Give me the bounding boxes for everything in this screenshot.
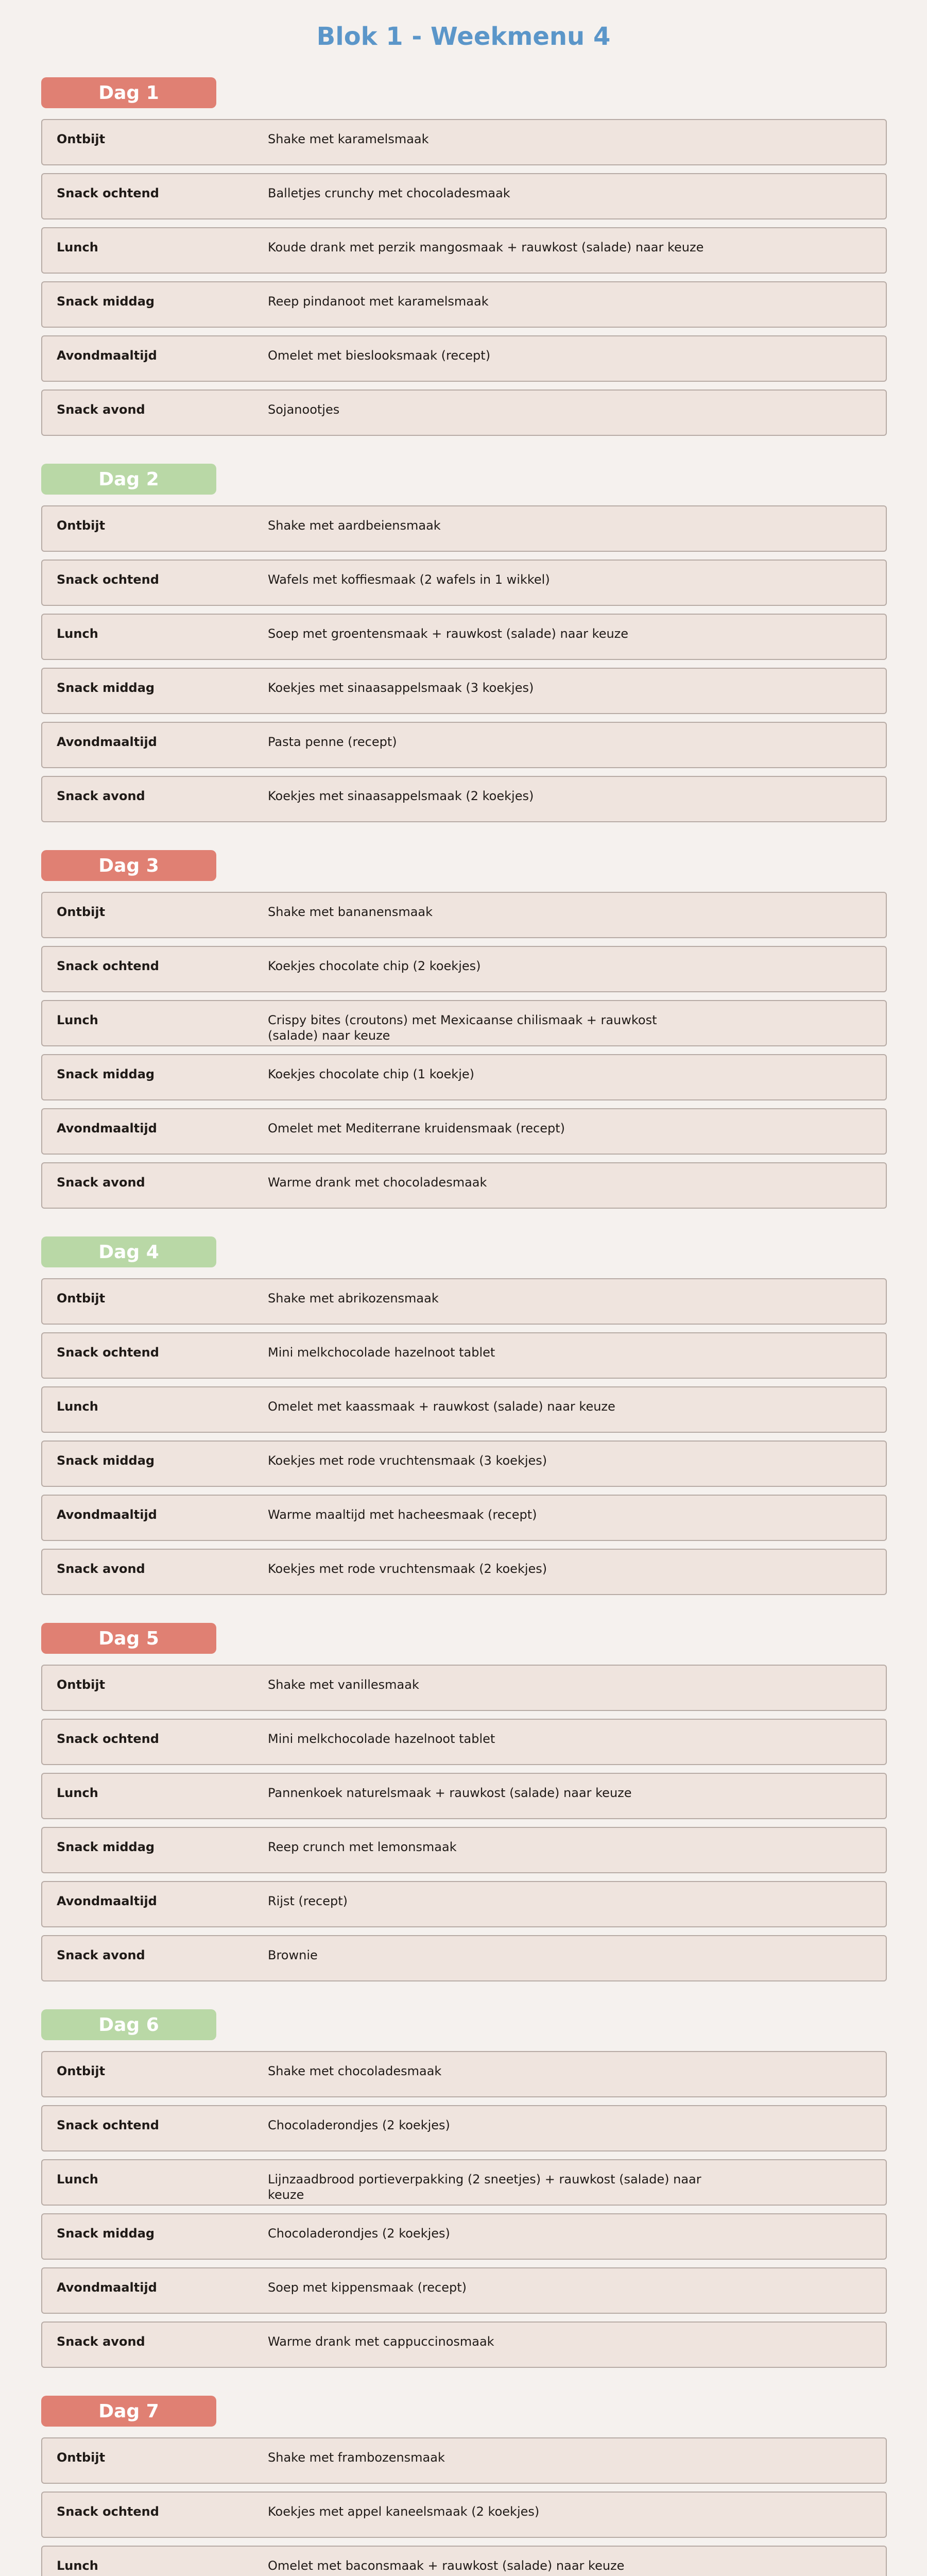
page-title: Blok 1 - Weekmenu 4 bbox=[316, 22, 611, 51]
meal-description: Sojanootjes bbox=[268, 402, 340, 417]
meal-description: Pasta penne (recept) bbox=[268, 735, 397, 749]
meal-description: Koude drank met perzik mangosmaak + rauwkost (salade) naar keuze bbox=[268, 240, 704, 255]
meal-row bbox=[41, 1773, 887, 1819]
meal-row bbox=[41, 1162, 887, 1209]
meal-list bbox=[41, 1665, 887, 1981]
meal-description: Soep met kippensmaak (recept) bbox=[268, 2280, 467, 2295]
meal-label: Lunch bbox=[57, 2558, 98, 2573]
meal-description: Lijnzaadbrood portieverpakking (2 sneetjes) + rauwkost (salade) naar keuze bbox=[268, 2172, 701, 2202]
meal-label: Avondmaaltijd bbox=[57, 735, 157, 749]
meal-label: Snack ochtend bbox=[57, 959, 159, 973]
meal-row bbox=[41, 1827, 887, 1873]
meal-description: Warme drank met cappuccinosmaak bbox=[268, 2334, 494, 2349]
meal-list bbox=[41, 1278, 887, 1595]
meal-description: Wafels met koffiesmaak (2 wafels in 1 wikkel) bbox=[268, 572, 550, 587]
meal-row bbox=[41, 2321, 887, 2368]
meal-label: Ontbijt bbox=[57, 905, 106, 919]
meal-label: Avondmaaltijd bbox=[57, 2280, 157, 2295]
meal-label: Snack ochtend bbox=[57, 2118, 159, 2132]
meal-row bbox=[41, 892, 887, 938]
meal-row bbox=[41, 776, 887, 822]
meal-description: Balletjes crunchy met chocoladesmaak bbox=[268, 186, 510, 200]
meal-label: Snack middag bbox=[57, 2226, 155, 2241]
meal-label: Ontbijt bbox=[57, 1291, 106, 1306]
meal-row bbox=[41, 335, 887, 382]
day-section bbox=[41, 77, 887, 464]
day-badge: Dag 2 bbox=[41, 464, 216, 495]
meal-row bbox=[41, 1386, 887, 1433]
meal-row bbox=[41, 946, 887, 992]
meal-label: Avondmaaltijd bbox=[57, 1121, 157, 1136]
meal-row bbox=[41, 1935, 887, 1981]
day-badge: Dag 7 bbox=[41, 2396, 216, 2427]
meal-label: Snack avond bbox=[57, 1562, 145, 1576]
meal-row bbox=[41, 1665, 887, 1711]
meal-row bbox=[41, 1881, 887, 1927]
meal-description: Koekjes met sinaasappelsmaak (2 koekjes) bbox=[268, 789, 534, 803]
meal-label: Snack middag bbox=[57, 681, 155, 695]
meal-description: Reep pindanoot met karamelsmaak bbox=[268, 294, 489, 309]
meal-description: Koekjes chocolate chip (1 koekje) bbox=[268, 1067, 474, 1081]
meal-label: Snack middag bbox=[57, 294, 155, 309]
meal-row bbox=[41, 722, 887, 768]
meal-row bbox=[41, 668, 887, 714]
meal-label: Lunch bbox=[57, 2172, 98, 2187]
meal-label: Lunch bbox=[57, 240, 98, 255]
meal-label: Ontbijt bbox=[57, 2450, 106, 2465]
meal-description: Shake met vanillesmaak bbox=[268, 1677, 419, 1692]
meal-label: Snack avond bbox=[57, 1175, 145, 1190]
meal-description: Shake met karamelsmaak bbox=[268, 132, 429, 146]
meal-description: Mini melkchocolade hazelnoot tablet bbox=[268, 1732, 495, 1746]
meal-row bbox=[41, 1108, 887, 1155]
day-section bbox=[41, 850, 887, 1236]
meal-row bbox=[41, 2105, 887, 2151]
day-section bbox=[41, 1236, 887, 1623]
meal-row bbox=[41, 1495, 887, 1541]
meal-row bbox=[41, 2267, 887, 2314]
meal-label: Snack ochtend bbox=[57, 2504, 159, 2519]
meal-label: Snack avond bbox=[57, 1948, 145, 1962]
meal-description: Omelet met Mediterrane kruidensmaak (recept) bbox=[268, 1121, 565, 1136]
meal-description: Omelet met kaassmaak + rauwkost (salade) naar keuze bbox=[268, 1399, 615, 1414]
meal-row bbox=[41, 227, 887, 274]
meal-label: Snack ochtend bbox=[57, 186, 159, 200]
meal-label: Ontbijt bbox=[57, 132, 106, 146]
meal-description: Reep crunch met lemonsmaak bbox=[268, 1840, 457, 1854]
meal-label: Avondmaaltijd bbox=[57, 1894, 157, 1908]
day-section bbox=[41, 1623, 887, 2009]
meal-label: Snack middag bbox=[57, 1453, 155, 1468]
meal-row bbox=[41, 1000, 887, 1046]
meal-label: Lunch bbox=[57, 1786, 98, 1800]
meal-list bbox=[41, 119, 887, 436]
meal-row bbox=[41, 281, 887, 328]
meal-row bbox=[41, 1549, 887, 1595]
meal-list bbox=[41, 2437, 887, 2576]
meal-description: Crispy bites (croutons) met Mexicaanse chilismaak + rauwkost (salade) naar keuze bbox=[268, 1013, 657, 1043]
meal-row bbox=[41, 2492, 887, 2538]
meal-description: Shake met frambozensmaak bbox=[268, 2450, 445, 2465]
meal-label: Snack avond bbox=[57, 2334, 145, 2349]
meal-row bbox=[41, 173, 887, 219]
meal-description: Soep met groentensmaak + rauwkost (salade) naar keuze bbox=[268, 626, 629, 641]
meal-row bbox=[41, 119, 887, 165]
day-section bbox=[41, 2396, 887, 2576]
meal-list bbox=[41, 505, 887, 822]
meal-description: Warme drank met chocoladesmaak bbox=[268, 1175, 487, 1190]
meal-description: Koekjes met appel kaneelsmaak (2 koekjes) bbox=[268, 2504, 540, 2519]
meal-description: Koekjes met rode vruchtensmaak (2 koekjes) bbox=[268, 1562, 547, 1576]
meal-row bbox=[41, 2159, 887, 2206]
meal-row bbox=[41, 1440, 887, 1487]
meal-row bbox=[41, 2051, 887, 2097]
meal-row bbox=[41, 560, 887, 606]
meal-label: Snack ochtend bbox=[57, 1345, 159, 1360]
meal-description: Shake met abrikozensmaak bbox=[268, 1291, 439, 1306]
meal-description: Mini melkchocolade hazelnoot tablet bbox=[268, 1345, 495, 1360]
meal-description: Shake met chocoladesmaak bbox=[268, 2064, 442, 2078]
meal-label: Ontbijt bbox=[57, 518, 106, 533]
day-badge: Dag 6 bbox=[41, 2009, 216, 2040]
meal-row bbox=[41, 505, 887, 552]
meal-description: Brownie bbox=[268, 1948, 318, 1962]
meal-description: Shake met bananensmaak bbox=[268, 905, 433, 919]
meal-description: Omelet met bieslooksmaak (recept) bbox=[268, 348, 491, 363]
meal-description: Pannenkoek naturelsmaak + rauwkost (salade) naar keuze bbox=[268, 1786, 632, 1800]
meal-row bbox=[41, 389, 887, 436]
meal-row bbox=[41, 2437, 887, 2484]
meal-list bbox=[41, 892, 887, 1209]
meal-label: Snack ochtend bbox=[57, 572, 159, 587]
day-section bbox=[41, 2009, 887, 2396]
meal-description: Shake met aardbeiensmaak bbox=[268, 518, 441, 533]
meal-list bbox=[41, 2051, 887, 2368]
meal-label: Avondmaaltijd bbox=[57, 1507, 157, 1522]
day-section bbox=[41, 464, 887, 850]
meal-row bbox=[41, 2213, 887, 2260]
meal-label: Lunch bbox=[57, 626, 98, 641]
meal-description: Chocoladerondjes (2 koekjes) bbox=[268, 2226, 450, 2241]
meal-label: Snack ochtend bbox=[57, 1732, 159, 1746]
meal-description: Omelet met baconsmaak + rauwkost (salade) naar keuze bbox=[268, 2558, 625, 2573]
meal-description: Rijst (recept) bbox=[268, 1894, 348, 1908]
day-badge: Dag 5 bbox=[41, 1623, 216, 1654]
meal-label: Snack avond bbox=[57, 789, 145, 803]
meal-description: Chocoladerondjes (2 koekjes) bbox=[268, 2118, 450, 2132]
meal-label: Avondmaaltijd bbox=[57, 348, 157, 363]
day-badge: Dag 3 bbox=[41, 850, 216, 881]
meal-description: Warme maaltijd met hacheesmaak (recept) bbox=[268, 1507, 537, 1522]
meal-label: Snack middag bbox=[57, 1067, 155, 1081]
meal-label: Ontbijt bbox=[57, 2064, 106, 2078]
day-badge: Dag 4 bbox=[41, 1236, 216, 1267]
meal-description: Koekjes met sinaasappelsmaak (3 koekjes) bbox=[268, 681, 534, 695]
meal-description: Koekjes chocolate chip (2 koekjes) bbox=[268, 959, 481, 973]
day-badge: Dag 1 bbox=[41, 77, 216, 108]
weekmenu bbox=[41, 77, 887, 2576]
meal-label: Snack avond bbox=[57, 402, 145, 417]
meal-row bbox=[41, 614, 887, 660]
meal-label: Snack middag bbox=[57, 1840, 155, 1854]
meal-label: Ontbijt bbox=[57, 1677, 106, 1692]
meal-row bbox=[41, 1278, 887, 1325]
meal-description: Koekjes met rode vruchtensmaak (3 koekjes) bbox=[268, 1453, 547, 1468]
meal-label: Lunch bbox=[57, 1013, 98, 1027]
meal-row bbox=[41, 1332, 887, 1379]
meal-row bbox=[41, 2546, 887, 2576]
meal-row bbox=[41, 1719, 887, 1765]
meal-row bbox=[41, 1054, 887, 1100]
meal-label: Lunch bbox=[57, 1399, 98, 1414]
